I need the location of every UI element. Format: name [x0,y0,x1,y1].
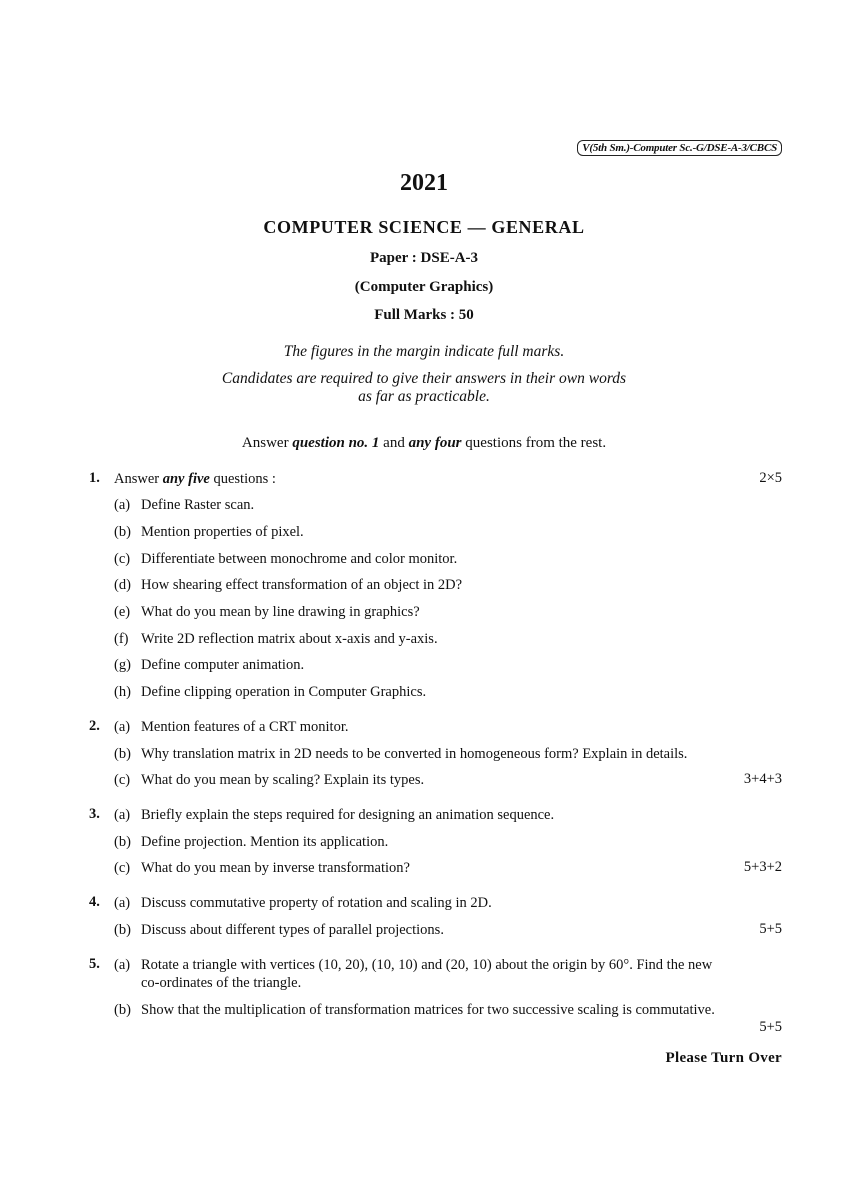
answer-instruction [0,435,848,452]
course-title: (Computer Graphics) [354,279,494,295]
question-1-number: 1. [89,470,100,486]
question-2a [114,718,784,736]
question-1g [114,656,784,674]
question-4b [114,921,784,939]
q5a-text: Rotate a triangle with vertices (10, 20), (10, 10) and (20, 10) about the origin by 60°. Find the new [141,957,713,973]
instruction-line-2: Candidates are required to give their answers in their own words [221,370,627,387]
question-3b [114,833,784,851]
paper-code-title: Paper : DSE-A-3 [369,250,479,266]
question-3-number: 3. [89,806,100,822]
question-2-number: 2. [89,718,100,734]
q2a-text: Mention features of a CRT monitor. [141,719,349,735]
please-turn-over: Please Turn Over [665,1050,782,1066]
q2b-text: Why translation matrix in 2D needs to be converted in homogeneous form? Explain in details. [141,746,688,762]
q3c-label: (c) [114,860,131,876]
q1a-text: Define Raster scan. [141,497,255,513]
question-2-marks: 3+4+3 [743,771,782,787]
answer-mid: and [379,435,409,451]
question-1e [114,603,784,621]
question-3a [114,806,784,824]
answer-bold-2: any four [408,435,462,451]
exam-year: 2021 [400,170,448,196]
q2a-label: (a) [114,719,131,735]
question-4-number: 4. [89,894,100,910]
question-5b [114,1001,784,1019]
q3a-label: (a) [114,807,131,823]
q5a-label: (a) [114,957,131,973]
q3a-text: Briefly explain the steps required for designing an animation sequence. [141,807,555,823]
q3b-text: Define projection. Mention its application. [141,834,389,850]
q2b-label: (b) [114,746,131,762]
q1b-text: Mention properties of pixel. [141,524,304,540]
question-5a-continued: co-ordinates of the triangle. [141,975,302,991]
q2c-label: (c) [114,772,131,788]
question-5a [114,956,784,974]
question-5-number: 5. [89,956,100,972]
q1-intro-post: questions : [209,471,276,487]
q1f-text: Write 2D reflection matrix about x-axis and y-axis. [141,631,438,647]
question-4a [114,894,784,912]
q1e-label: (e) [114,604,131,620]
q1g-text: Define computer animation. [141,657,305,673]
answer-bold-1: question no. 1 [292,435,380,451]
q1g-label: (g) [114,657,131,673]
question-5-marks: 5+5 [759,1019,782,1035]
question-2b [114,745,784,763]
q1-intro-pre: Answer [114,471,163,487]
q1h-label: (h) [114,684,131,700]
question-1c [114,550,784,568]
q1h-text: Define clipping operation in Computer Graphics. [141,684,427,700]
q3c-text: What do you mean by inverse transformation? [141,860,410,876]
q4a-label: (a) [114,895,131,911]
q1c-label: (c) [114,551,131,567]
question-1a [114,496,784,514]
paper-code: V(5th Sm.)-Computer Sc.-G/DSE-A-3/CBCS [577,140,782,156]
q4b-text: Discuss about different types of parallel projections. [141,922,444,938]
q1f-label: (f) [114,631,129,647]
q1a-label: (a) [114,497,131,513]
q2c-text: What do you mean by scaling? Explain its types. [141,772,425,788]
question-1h [114,683,784,701]
question-1f [114,630,784,648]
instruction-line-1: The figures in the margin indicate full marks. [283,343,565,360]
q4b-label: (b) [114,922,131,938]
instruction-line-3: as far as practicable. [358,388,490,405]
q1d-text: How shearing effect transformation of an object in 2D? [141,577,463,593]
q1b-label: (b) [114,524,131,540]
full-marks: Full Marks : 50 [374,307,474,323]
q4a-text: Discuss commutative property of rotation and scaling in 2D. [141,895,492,911]
answer-post: questions from the rest. [461,435,607,451]
q5b-text: Show that the multiplication of transformation matrices for two successive scaling is commutative. [141,1002,715,1018]
question-1d [114,576,784,594]
question-1b [114,523,784,541]
q1-intro-bold: any five [162,471,210,487]
question-1-intro [114,470,784,488]
question-1-marks: 2×5 [759,470,782,486]
question-4-marks: 5+5 [759,921,782,937]
q5b-label: (b) [114,1002,131,1018]
q1c-text: Differentiate between monochrome and color monitor. [141,551,458,567]
subject-title: COMPUTER SCIENCE — GENERAL [263,217,585,237]
q1d-label: (d) [114,577,131,593]
question-3-marks: 5+3+2 [743,859,782,875]
question-2c [114,771,784,789]
question-3c [114,859,784,877]
q3b-label: (b) [114,834,131,850]
answer-pre: Answer [241,435,293,451]
q1e-text: What do you mean by line drawing in graphics? [141,604,420,620]
